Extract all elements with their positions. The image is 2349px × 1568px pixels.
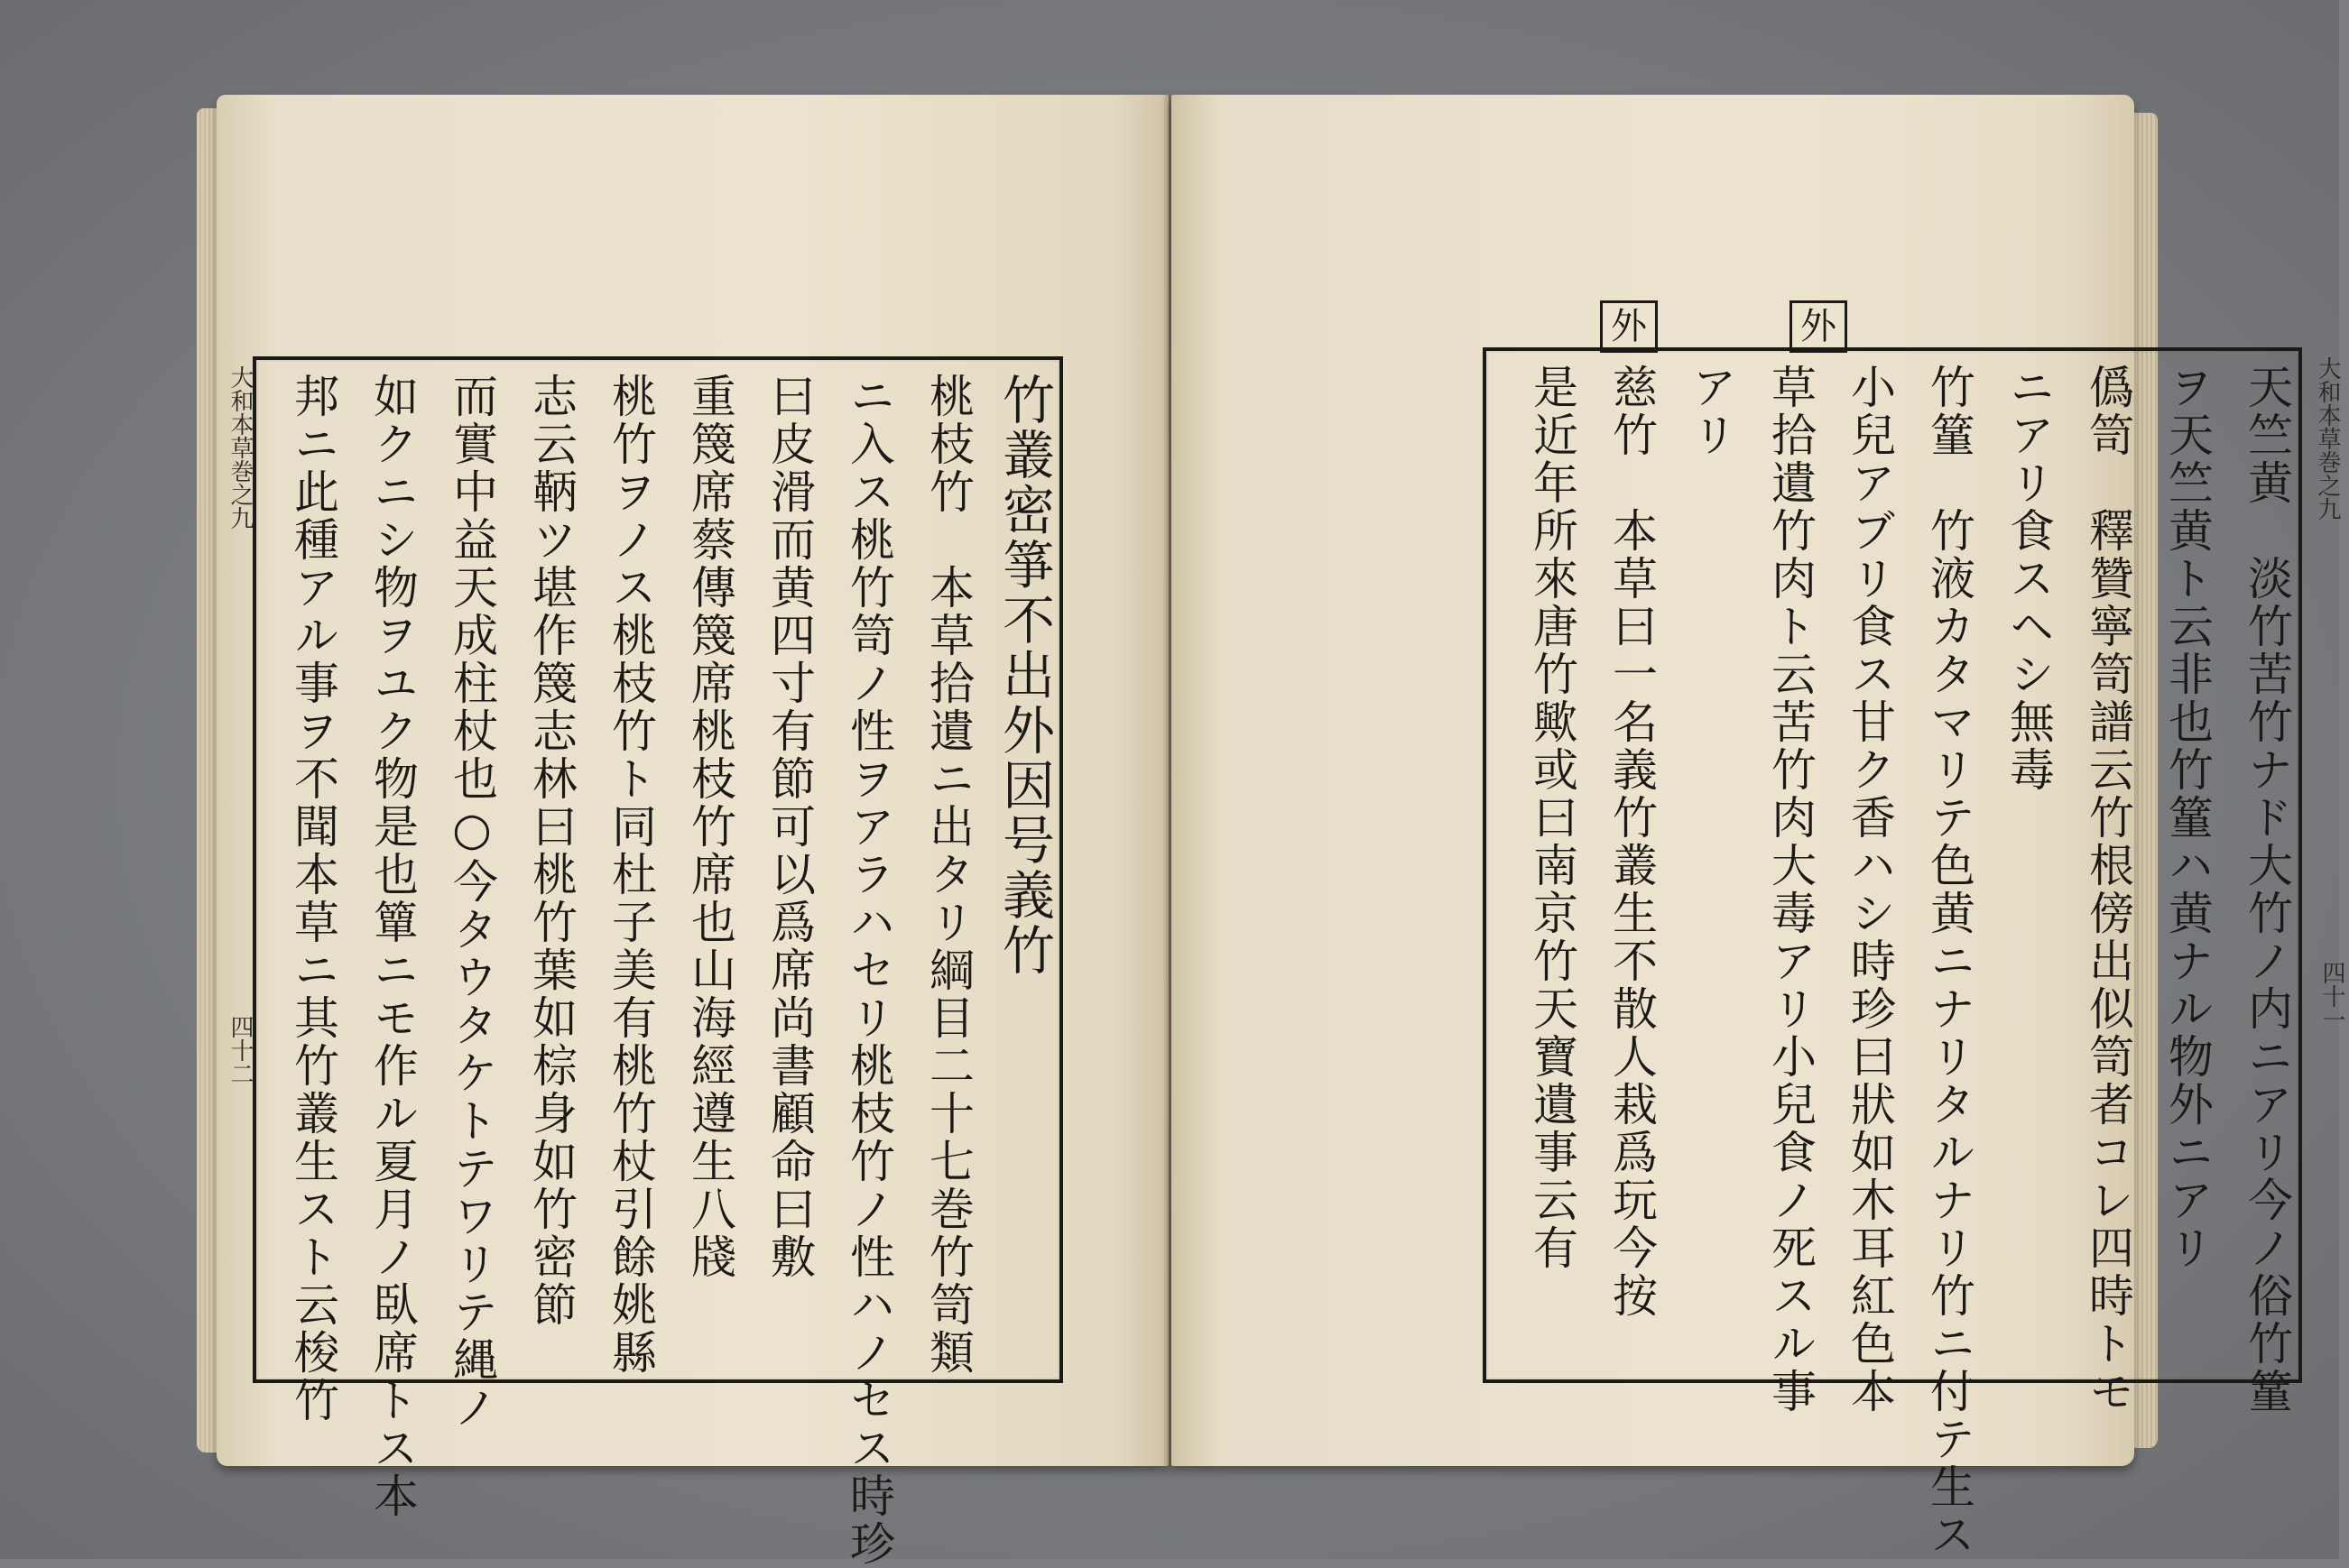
right-column-8: アリ: [1685, 364, 1737, 459]
header-box-left: 外: [1600, 300, 1658, 353]
right-column-6: 小兒アブリ食ス甘ク香ハシ時珍曰狀如木耳紅色本: [1844, 364, 1896, 1416]
right-column-5: 竹䈽 竹液カタマリテ色黄ニナリタルナリ竹ニ付テ生ス: [1923, 364, 1975, 1559]
header-box-right: 外: [1789, 300, 1847, 353]
left-page: [217, 95, 1169, 1568]
open-book: [217, 95, 2345, 1568]
left-column-7: 志云鞆ツ堪作篾志林曰桃竹葉如棕身如竹密節: [525, 373, 578, 1329]
left-column-3: ニ入ス桃竹笥ノ性ヲアラハセリ桃枝竹ノ性ハノセス時珍: [843, 373, 895, 1568]
right-column-9: 慈竹 本草曰一名義竹叢生不散人栽爲玩今按: [1605, 364, 1658, 1320]
right-column-1: 天竺黄 淡竹苦竹ナド大竹ノ内ニアリ今ノ俗竹䈽: [2241, 364, 2293, 1416]
right-side-label: 大和本草巻之九: [2314, 356, 2341, 521]
left-column-2: 桃枝竹 本草拾遺ニ出タリ綱目二十七巻竹笥類: [922, 373, 975, 1377]
left-side-label: 大和本草巻之九: [227, 365, 254, 530]
right-column-7: 草拾遺竹肉ト云苦竹肉大毒アリ小兒食ノ死スル事: [1764, 364, 1817, 1416]
left-column-1: 竹叢密箏不出外因号義竹: [994, 373, 1055, 978]
right-folio: 四十一: [2318, 961, 2345, 1031]
left-column-6: 桃竹ヲノス桃枝竹ト同杜子美有桃竹杖引餘姚縣: [605, 373, 657, 1377]
left-text-frame: [253, 356, 1063, 1568]
left-column-5: 重篾席蔡傳篾席桃枝竹席也山海經遵生八牋: [684, 373, 736, 1281]
right-column-4: ニアリ食スヘシ無毒: [2002, 364, 2055, 794]
left-column-10: 邦ニ此種アル事ヲ不聞本草ニ其竹叢生スト云梭竹: [287, 373, 339, 1425]
right-page: [1171, 95, 2345, 1559]
left-folio: 四十二: [227, 1015, 254, 1085]
right-column-3: 僞笥 釋贊寧笥譜云竹根傍出似笥者コレ四時トモ: [2082, 364, 2134, 1416]
left-column-4: 曰皮滑而黄四寸有節可以爲席尚書顧命曰敷: [763, 373, 816, 1281]
right-column-10: 是近年所來唐竹歟或曰南京竹天寶遺事云有: [1526, 364, 1578, 1272]
right-column-2: ヲ天竺黄ト云非也竹䈽ハ黄ナル物外ニアリ: [2161, 364, 2214, 1272]
left-column-8: 而實中益天成柱杖也○今タウタケトテワリテ縄ノ: [446, 373, 498, 1432]
right-text-frame: [1483, 347, 2302, 1559]
left-column-9: 如クニシ物ヲユク物是也簞ニモ作ル夏月ノ臥席トス本: [366, 373, 419, 1520]
